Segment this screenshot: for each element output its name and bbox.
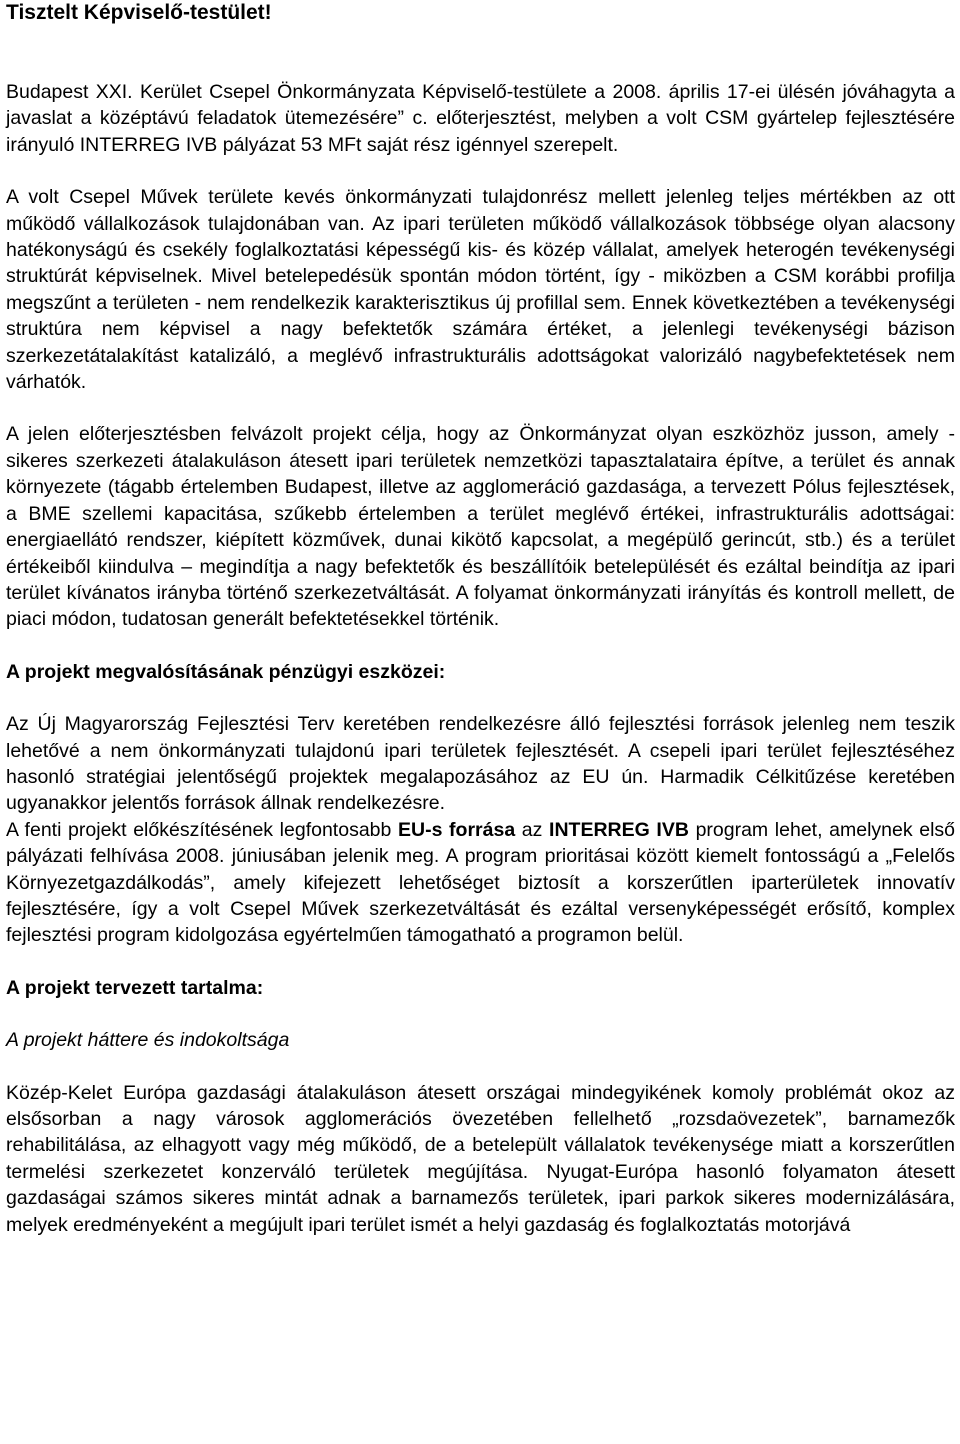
document-page: [6, 0, 955, 1238]
document-title: Tisztelt Képviselő-testület!: [6, 1, 272, 24]
interreg-ivb-emphasis: INTERREG IVB: [549, 818, 689, 841]
paragraph-interreg-text-1: A fenti projekt előkészítésének legfontosabb: [6, 818, 398, 841]
paragraph-interreg-program: [6, 817, 955, 949]
heading-planned-content: A projekt tervezett tartalma:: [6, 976, 264, 999]
paragraph-project-goal: A jelen előterjesztésben felvázolt projekt célja, hogy az Önkormányzat olyan eszközhöz jusson, amely - sikeres szerkezeti átalakuláson átesett ipari területek nemzetközi tapasztalataira építve, a terület és annak környezete (tágabb értelemben Budapest, illetve az agglomeráció gazdasága, a tervezett Pólus fejlesztések, a BME szellemi kapacitása, szűkebb értelemben a terület meglévő értékei, infrastrukturális adottságai: energiaellátó rendszer, kiépített közművek, dunai kikötő kapcsolat, a megépülő gerincút, stb.) és a terület értékeiből kiindulva – megindítja a nagy befektetők és beszállítóik betelepülését és ezáltal beindítja az ipari terület kívánatos irányba történő szerkezetváltását. A folyamat önkormányzati irányítás és kontroll mellett, de piaci módon, tudatosan generált befektetésekkel történik.: [6, 423, 955, 631]
heading-financial-means: A projekt megvalósításának pénzügyi eszközei:: [6, 660, 446, 683]
paragraph-current-situation: A volt Csepel Művek területe kevés önkormányzati tulajdonrész mellett jelenleg teljes mértékben az ott működő vállalkozások tulajdonában van. Az ipari területen működő vállalkozások többsége olyan alacsony hatékonyságú és csekély foglalkoztatási képességű kis- és közép vállalat, amelyek heterogén tevékenységi struktúrát képviselnek. Mivel betelepedésük spontán módon történt, így - miközben a CSM korábbi profilja megszűnt a területen - nem rendelkezik karakterisztikus új profillal sem. Ennek következtében a tevékenységi struktúra nem képvisel a nagy befektetők számára értéket, a jelenlegi tevékenységi bázison szerkezetátalakítást katalizáló, a meglévő infrastrukturális adottságokat valorizáló nagybefektetések nem várhatók.: [6, 186, 955, 394]
paragraph-regional-context: Közép-Kelet Európa gazdasági átalakuláson átesett országai mindegyikének komoly problémát okoz az elsősorban a nagy városok agglomerációs övezetében fellelhető „rozsdaövezetek”, barnamezők rehabilitálása, az elhagyott vagy még működő, de a betelepült vállalatok tevékenysége miatt a korszerűtlen termelési szerkezetet konzerváló területek megújítása. Nyugat-Európa hasonló folyamaton átesett gazdaságai számos sikeres mintát adnak a barnamezős területek, ipari parkok sikeres modernizálására, melyek eredményeként a megújult ipari terület ismét a helyi gazdaság és foglalkoztatás motorjává: [6, 1081, 955, 1236]
paragraph-resolution: Budapest XXI. Kerület Csepel Önkormányzata Képviselő-testülete a 2008. április 17-ei ülésén jóváhagyta a javaslat a középtávú feladatok ütemezésére” c. előterjesztést, melyben a volt CSM gyártelep fejlesztésére irányuló INTERREG IVB pályázat 53 MFt saját rész igénnyel szerepelt.: [6, 81, 955, 156]
paragraph-funding-sources: Az Új Magyarország Fejlesztési Terv keretében rendelkezésre álló fejlesztési források jelenleg nem teszik lehetővé a nem önkormányzati tulajdonú ipari területek fejlesztését. A csepeli ipari terület fejlesztéséhez hasonló stratégiai jelentőségű projektek megalapozásához az EU ún. Harmadik Célkitűzése keretében ugyanakkor jelentős források állnak rendelkezésre.: [6, 713, 955, 815]
eu-source-emphasis: EU-s forrása: [397, 818, 516, 841]
subheading-background: A projekt háttere és indokoltsága: [6, 1029, 290, 1052]
paragraph-interreg-text-3: program lehet, amelynek első pályázati felhívása 2008. júniusában jelenik meg. A program prioritásai között kiemelt fontosságú a „Felelős Környezetgazdálkodás”, amely kifejezett lehetőséget biztosít a korszerűtlen iparterületek innovatív fejlesztésére, így a volt Csepel Művek szerkezetváltását és ezáltal versenyképességét erősítő, komplex fejlesztési program kidolgozása egyértelműen támogatható a programon belül.: [6, 818, 956, 947]
paragraph-interreg-text-2: az: [515, 818, 550, 841]
